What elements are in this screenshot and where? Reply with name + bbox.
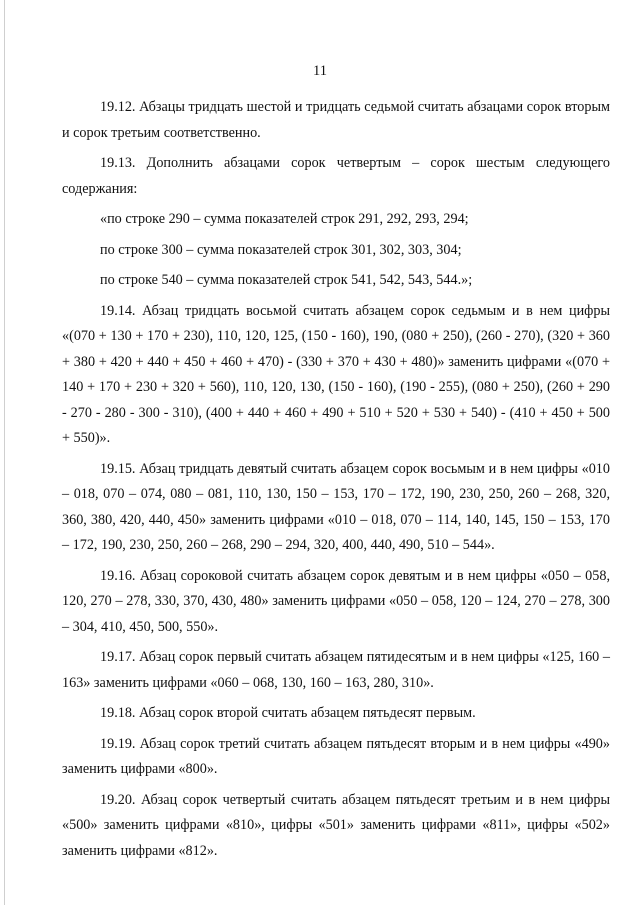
quote-line-300: по строке 300 – сумма показателей строк 301, 302, 303, 304; bbox=[100, 241, 462, 258]
quote-line-290: «по строке 290 – сумма показателей строк 291, 292, 293, 294; bbox=[100, 211, 469, 227]
paragraph-19-19: 19.19. Абзац сорок третий считать абзацем пятьдесят вторым и в нем цифры «490» заменить цифрами «800». bbox=[62, 735, 610, 777]
paragraph-19-18: 19.18. Абзац сорок второй считать абзацем пятьдесят первым. bbox=[100, 705, 476, 721]
paragraph-19-20: 19.20. Абзац сорок четвертый считать абзацем пятьдесят третьим и в нем цифры «500» заменить цифрами «810», цифры «501» заменить цифрами «811», цифры «502» заменить цифрами «812». bbox=[62, 791, 610, 859]
paragraph-19-17: 19.17. Абзац сорок первый считать абзацем пятидесятым и в нем цифры «125, 160 – 163» заменить цифрами «060 – 068, 130, 160 – 163, 280, 310». bbox=[62, 649, 610, 691]
page-edge-line bbox=[4, 0, 5, 905]
quote-line-540: по строке 540 – сумма показателей строк 541, 542, 543, 544.»; bbox=[100, 272, 473, 288]
paragraph-19-14: 19.14. Абзац тридцать восьмой считать абзацем сорок седьмым и в нем цифры «(070 + 130 + 170 + 230), 110, 120, 125, (150 - 160), 190, (080 + 250), (260 - 270), (320 + 360 + 380 + 420 + 440 + 450 + 460 + 470) - (330 + 370 + 430 + 480)» заменить цифрами «(070 + 140 + 170 + 230 + 320 + 560), 110, 120, 130, (150 - 160), (190 - 255), (080 + 250), (260 + 290 - 270 - 280 - 300 - 310), (400 + 440 + 460 + 490 + 510 + 520 + 530 + 540) - (410 + 450 + 500 + 550)». bbox=[62, 302, 610, 446]
page-number: 11 bbox=[313, 63, 327, 79]
paragraph-19-13: 19.13. Дополнить абзацами сорок четвертым – сорок шестым следующего содержания: bbox=[62, 155, 610, 197]
paragraph-19-16: 19.16. Абзац сороковой считать абзацем сорок девятым и в нем цифры «050 – 058, 120, 270 – 278, 330, 370, 430, 480» заменить цифрами «050 – 058, 120 – 124, 270 – 278, 300 – 304, 410, 450, 500, 550». bbox=[62, 567, 610, 635]
paragraph-19-12: 19.12. Абзацы тридцать шестой и тридцать седьмой считать абзацами сорок вторым и сорок третьим соответственно. bbox=[62, 99, 610, 141]
document-body bbox=[62, 95, 610, 864]
paragraph-19-15: 19.15. Абзац тридцать девятый считать абзацем сорок восьмым и в нем цифры «010 – 018, 070 – 074, 080 – 081, 110, 130, 150 – 153, 170 – 172, 190, 230, 250, 260 – 268, 320, 360, 380, 420, 440, 450» заменить цифрами «010 – 018, 070 – 114, 140, 145, 150 – 153, 170 – 172, 190, 230, 250, 260 – 268, 290 – 294, 320, 400, 440, 490, 510 – 544». bbox=[62, 460, 610, 553]
